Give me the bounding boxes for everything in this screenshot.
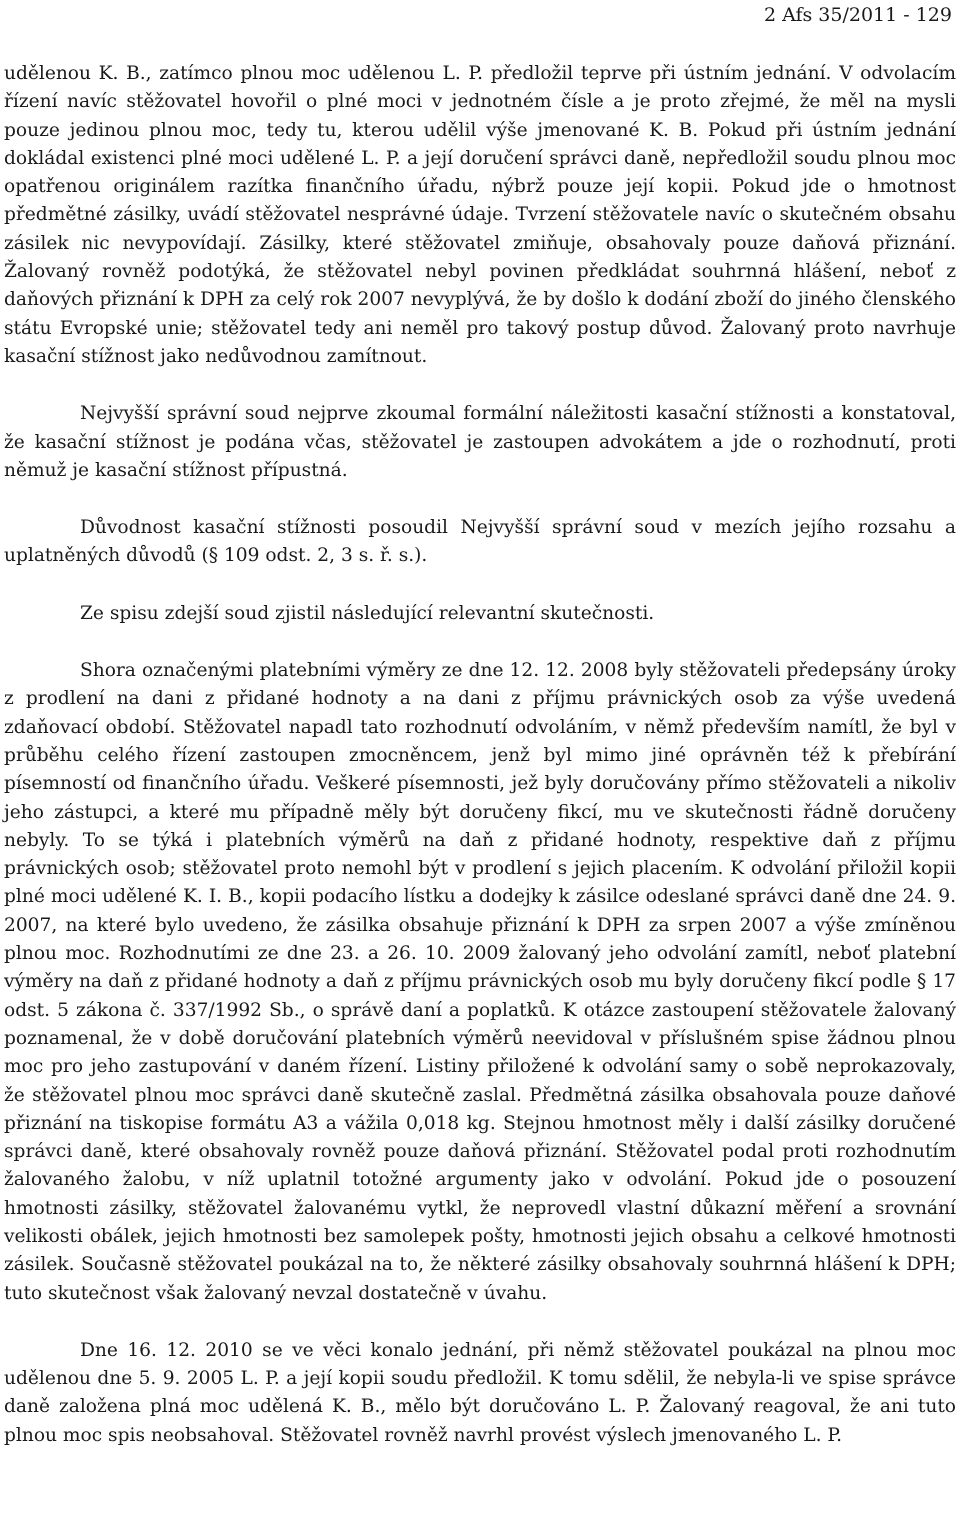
paragraph-facts-intro: Ze spisu zdejší soud zjistil následující relevantní skutečnosti.: [80, 602, 655, 624]
paragraph-grounds: Důvodnost kasační stížnosti posoudil Nejvyšší správní soud v mezích jejího rozsahu a uplatněných důvodů (§ 109 odst. 2, 3 s. ř. s.).: [4, 517, 956, 567]
paragraph-formal-requirements: Nejvyšší správní soud nejprve zkoumal formální náležitosti kasační stížnosti a konstatoval, že kasační stížnost je podána včas, stěžovatel je zastoupen advokátem a jde o rozhodnutí, proti němuž je kasační stížnost přípustná.: [4, 403, 956, 481]
paragraph-hearing: Dne 16. 12. 2010 se ve věci konalo jednání, při němž stěžovatel poukázal na plnou moc udělenou dne 5. 9. 2005 L. P. a její kopii soudu předložil. K tomu sdělil, že nebyla-li ve spise správce daně založena plná moc udělená K. B., mělo být doručováno L. P. Žalovaný reagoval, že ani tuto plnou moc spis neobsahoval. Stěžovatel rovněž navrhl provést výslech jmenovaného L. P.: [4, 1339, 956, 1446]
document-page: [4, 0, 956, 1513]
paragraph-facts: Shora označenými platebními výměry ze dne 12. 12. 2008 byly stěžovateli předepsány úroky z prodlení na dani z přidané hodnoty a na dani z příjmu právnických osob za výše uvedená zdaňovací období. Stěžovatel napadl tato rozhodnutí odvoláním, v němž především namítl, že byl v průběhu celého řízení zastoupen zmocněncem, jenž byl mimo jiné oprávněn též k přebírání písemností od finančního úřadu. Veškeré písemnosti, jež byly doručovány přímo stěžovateli a nikoliv jeho zástupci, a které mu případně měly být doručeny fikcí, mu ve skutečnosti řádně doručeny nebyly. To se týká i platebních výměrů na daň z přidané hodnoty, respektive daň z příjmu právnických osob; stěžovatel proto nemohl být v prodlení s jejich placením. K odvolání přiložil kopii plné moci udělené K. I. B., kopii podacího lístku a dodejky k zásilce odeslané správci daně dne 24. 9. 2007, na které bylo uvedeno, že zásilka obsahuje přiznání k DPH za srpen 2007 a výše zmíněnou plnou moc. Rozhodnutími ze dne 23. a 26. 10. 2009 žalovaný jeho odvolání zamítl, neboť platební výměry na daň z přidané hodnoty a daň z příjmu právnických osob mu byly doručeny fikcí podle § 17 odst. 5 zákona č. 337/1992 Sb., o správě daní a poplatků. K otázce zastoupení stěžovatele žalovaný poznamenal, že v době doručování platebních výměrů neevidoval v příslušném spise žádnou plnou moc pro jeho zastupování v daném řízení. Listiny přiložené k odvolání samy o sobě neprokazovaly, že stěžovatel plnou moc správci daně skutečně zaslal. Předmětná zásilka obsahovala pouze daňové přiznání na tiskopise formátu A3 a vážila 0,018 kg. Stejnou hmotnost měly i další zásilky doručené správci daně, které obsahovaly rovněž pouze daňová přiznání. Stěžovatel podal proti rozhodnutím žalovaného žalobu, v níž uplatnil totožné argumenty jako v odvolání. Pokud jde o posouzení hmotnosti zásilky, stěžovatel žalovanému vytkl, že neprovedl vlastní důkazní měření a srovnání velikosti obálek, jejich hmotnosti bez samolepek pošty, hmotnosti jejich obsahu a celkové hmotnosti zásilek. Současně stěžovatel poukázal na to, že některé zásilky obsahovaly souhrnná hlášení k DPH; tuto skutečnost však žalovaný nevzal dostatečně v úvahu.: [4, 660, 956, 1304]
document-body: [4, 60, 956, 1450]
paragraph-continued: udělenou K. B., zatímco plnou moc udělenou L. P. předložil teprve při ústním jednání. V odvolacím řízení navíc stěžovatel hovořil o plné moci v jednotném čísle a je proto zřejmé, že měl na mysli pouze jedinou plnou moc, tedy tu, kterou udělil výše jmenované K. B. Pokud při ústním jednání dokládal existenci plné moci udělené L. P. a její doručení správci daně, nepředložil soudu plnou moc opatřenou originálem razítka finančního úřadu, nýbrž pouze její kopii. Pokud jde o hmotnost předmětné zásilky, uvádí stěžovatel nesprávné údaje. Tvrzení stěžovatele navíc o skutečném obsahu zásilek nic nevypovídají. Zásilky, které stěžovatel zmiňuje, obsahovaly pouze daňová přiznání. Žalovaný rovněž podotýká, že stěžovatel nebyl povinen předkládat souhrnná hlášení, neboť z daňových přiznání k DPH za celý rok 2007 nevyplývá, že by došlo k dodání zboží do jiného členského státu Evropské unie; stěžovatel tedy ani neměl pro takový postup důvod. Žalovaný proto navrhuje kasační stížnost jako nedůvodnou zamítnout.: [4, 63, 956, 367]
case-number: 2 Afs 35/2011 - 129: [763, 4, 952, 26]
